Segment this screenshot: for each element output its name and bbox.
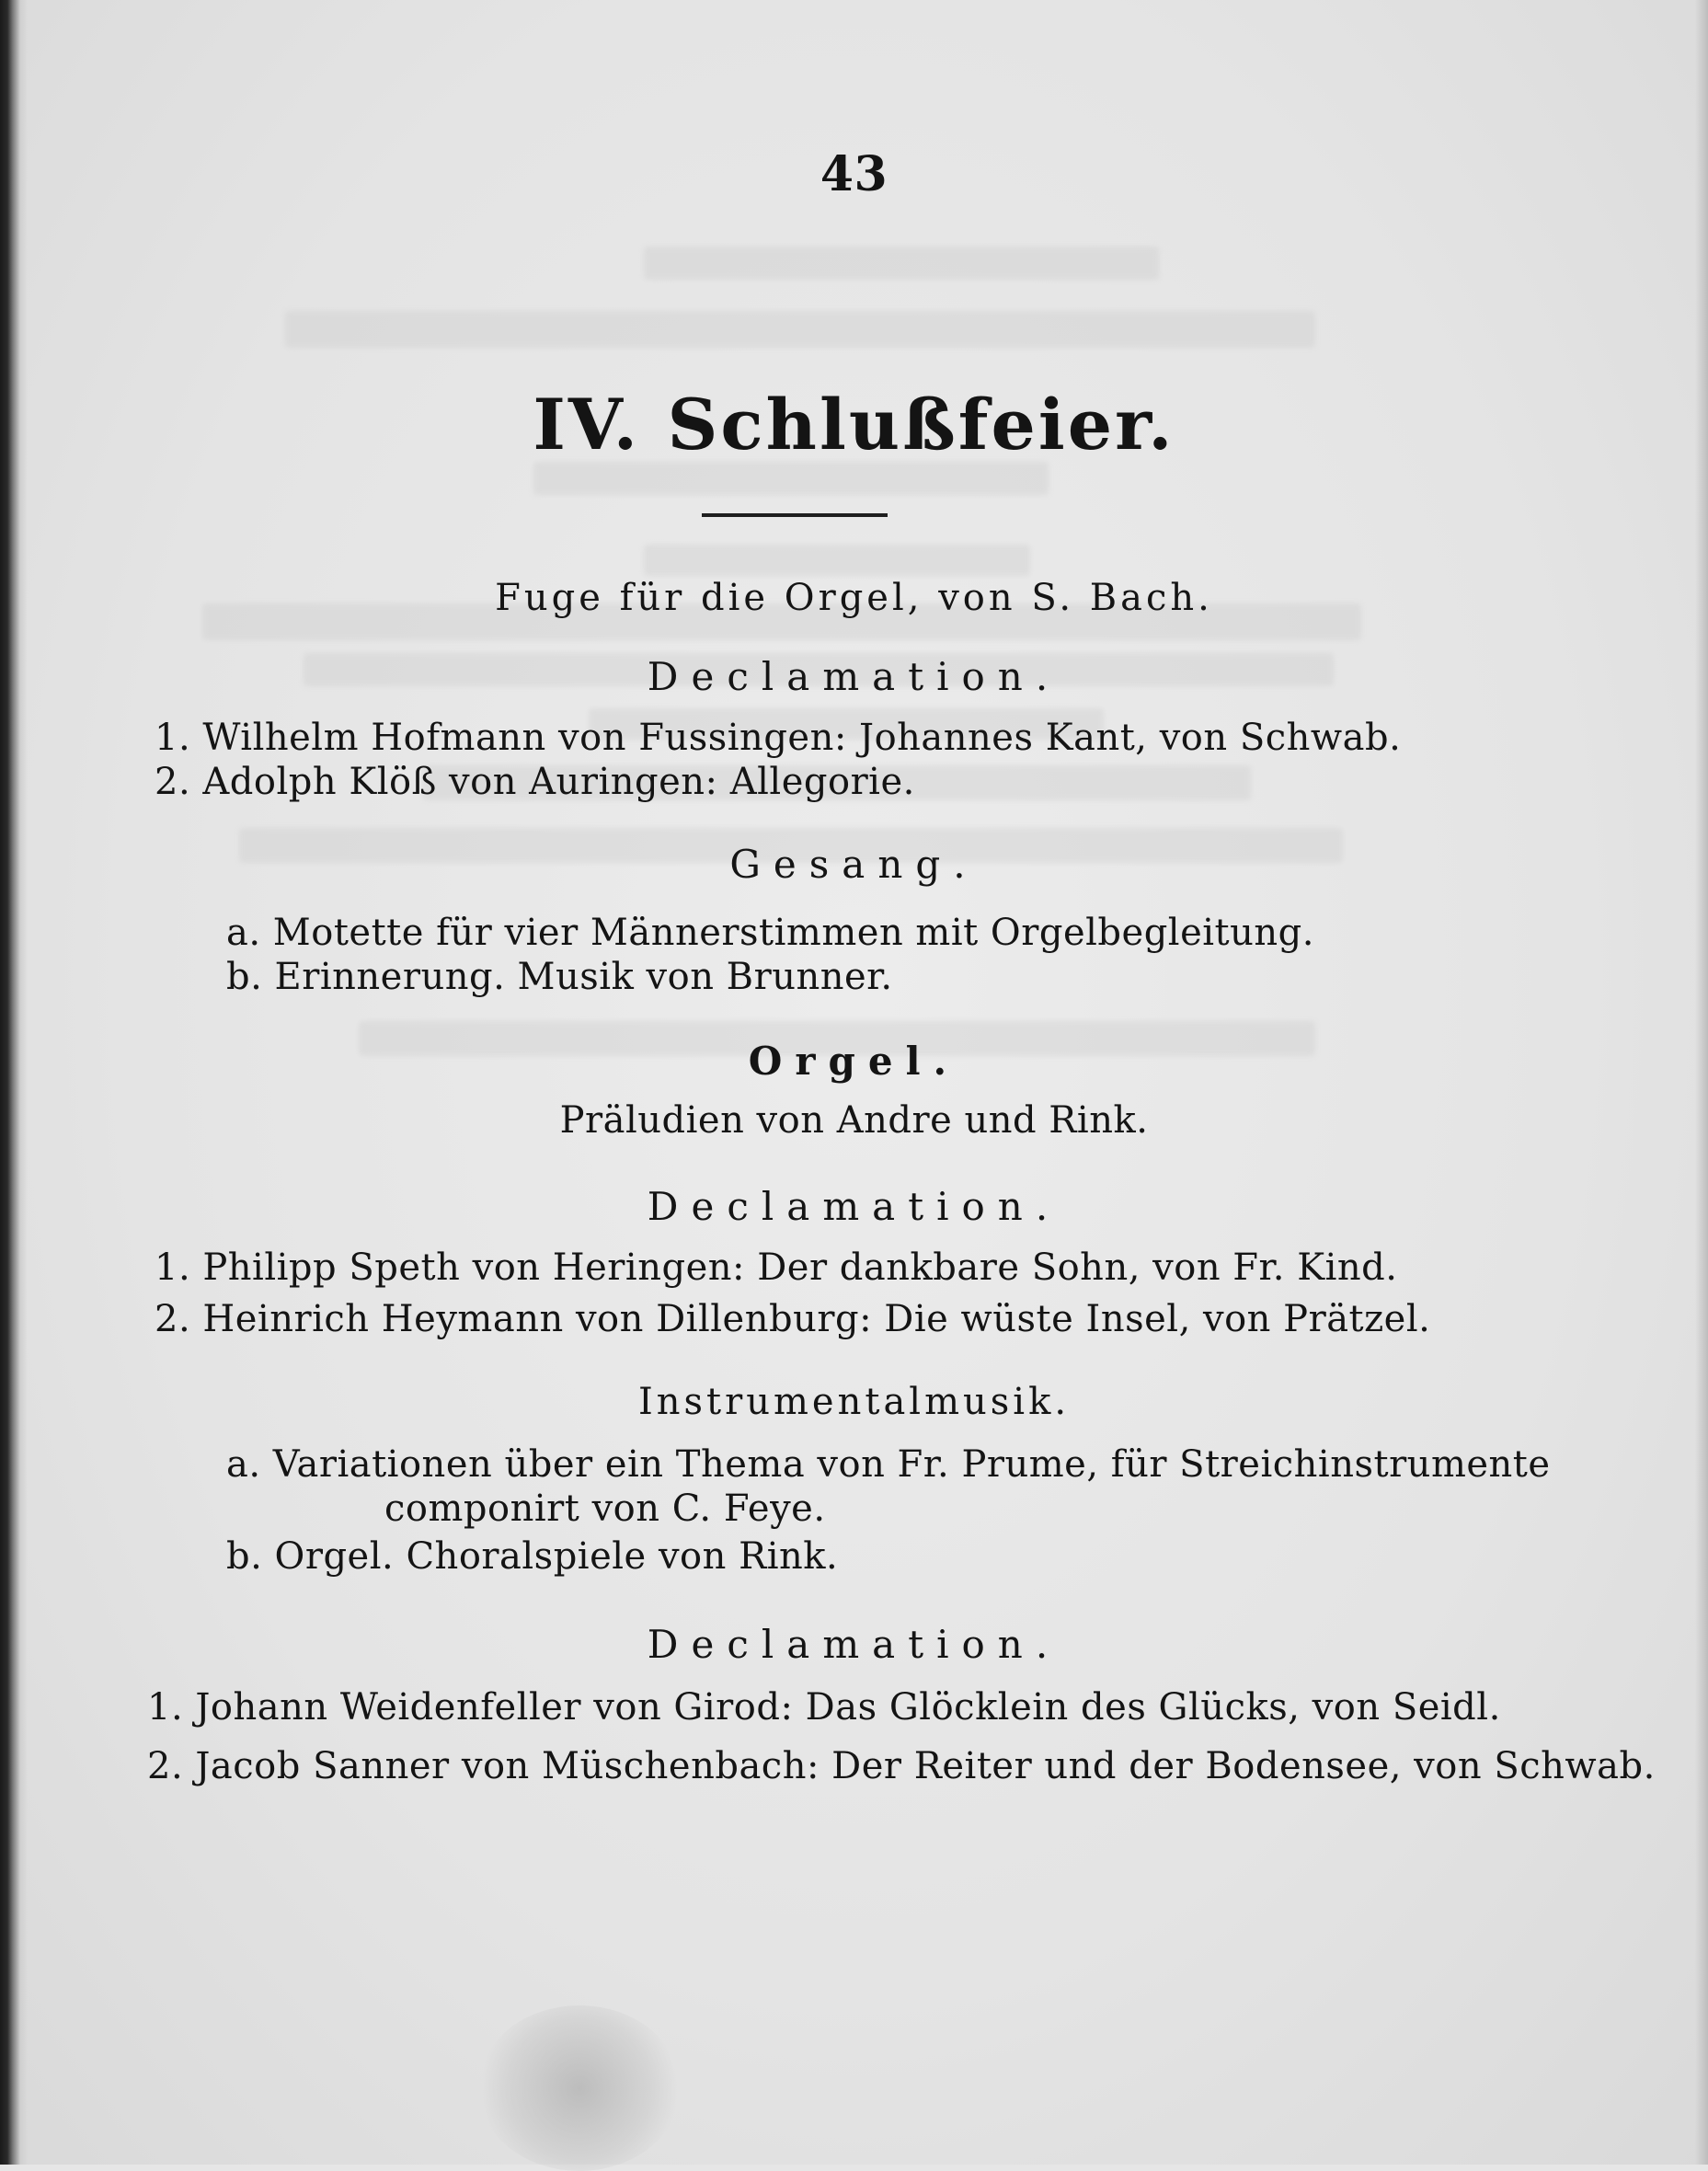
list-item: a. Variationen über ein Thema von Fr. Prume, für Streichinstrumente — [226, 1443, 1551, 1486]
stain — [478, 2005, 681, 2171]
section-heading-instrumentalmusik: Instrumentalmusik. — [637, 1381, 1071, 1423]
fugue-line: Fuge für die Orgel, von S. Bach. — [495, 577, 1213, 619]
list-item: 1. Johann Weidenfeller von Girod: Das Glöcklein des Glücks, von Seidl. — [147, 1686, 1501, 1729]
list-item: 1. Philipp Speth von Heringen: Der dankbare Sohn, von Fr. Kind. — [155, 1246, 1398, 1289]
list-item: 2. Jacob Sanner von Müschenbach: Der Reiter und der Bodensee, von Schwab. — [147, 1745, 1656, 1787]
list-item-continuation: componirt von C. Feye. — [384, 1488, 826, 1530]
title-divider — [702, 513, 888, 517]
section-heading-orgel: Orgel. — [748, 1039, 960, 1084]
section-heading-declamation-3: Declamation. — [647, 1622, 1061, 1667]
list-item: 2. Heinrich Heymann von Dillenburg: Die wüste Insel, von Prätzel. — [155, 1298, 1431, 1340]
section-heading-declamation-2: Declamation. — [647, 1184, 1061, 1229]
section-heading-gesang: Gesang. — [729, 842, 979, 887]
page-number: 43 — [820, 146, 888, 202]
list-item: b. Orgel. Choralspiele von Rink. — [226, 1535, 839, 1578]
page-title: IV. Schlußfeier. — [533, 384, 1175, 465]
prelude-line: Präludien von Andre und Rink. — [559, 1099, 1149, 1142]
list-item: a. Motette für vier Männerstimmen mit Orgelbegleitung. — [226, 912, 1314, 954]
list-item: b. Erinnerung. Musik von Brunner. — [226, 956, 893, 998]
list-item: 1. Wilhelm Hofmann von Fussingen: Johannes Kant, von Schwab. — [155, 717, 1402, 759]
section-heading-declamation-1: Declamation. — [647, 654, 1061, 699]
list-item: 2. Adolph Klöß von Auringen: Allegorie. — [155, 761, 915, 803]
